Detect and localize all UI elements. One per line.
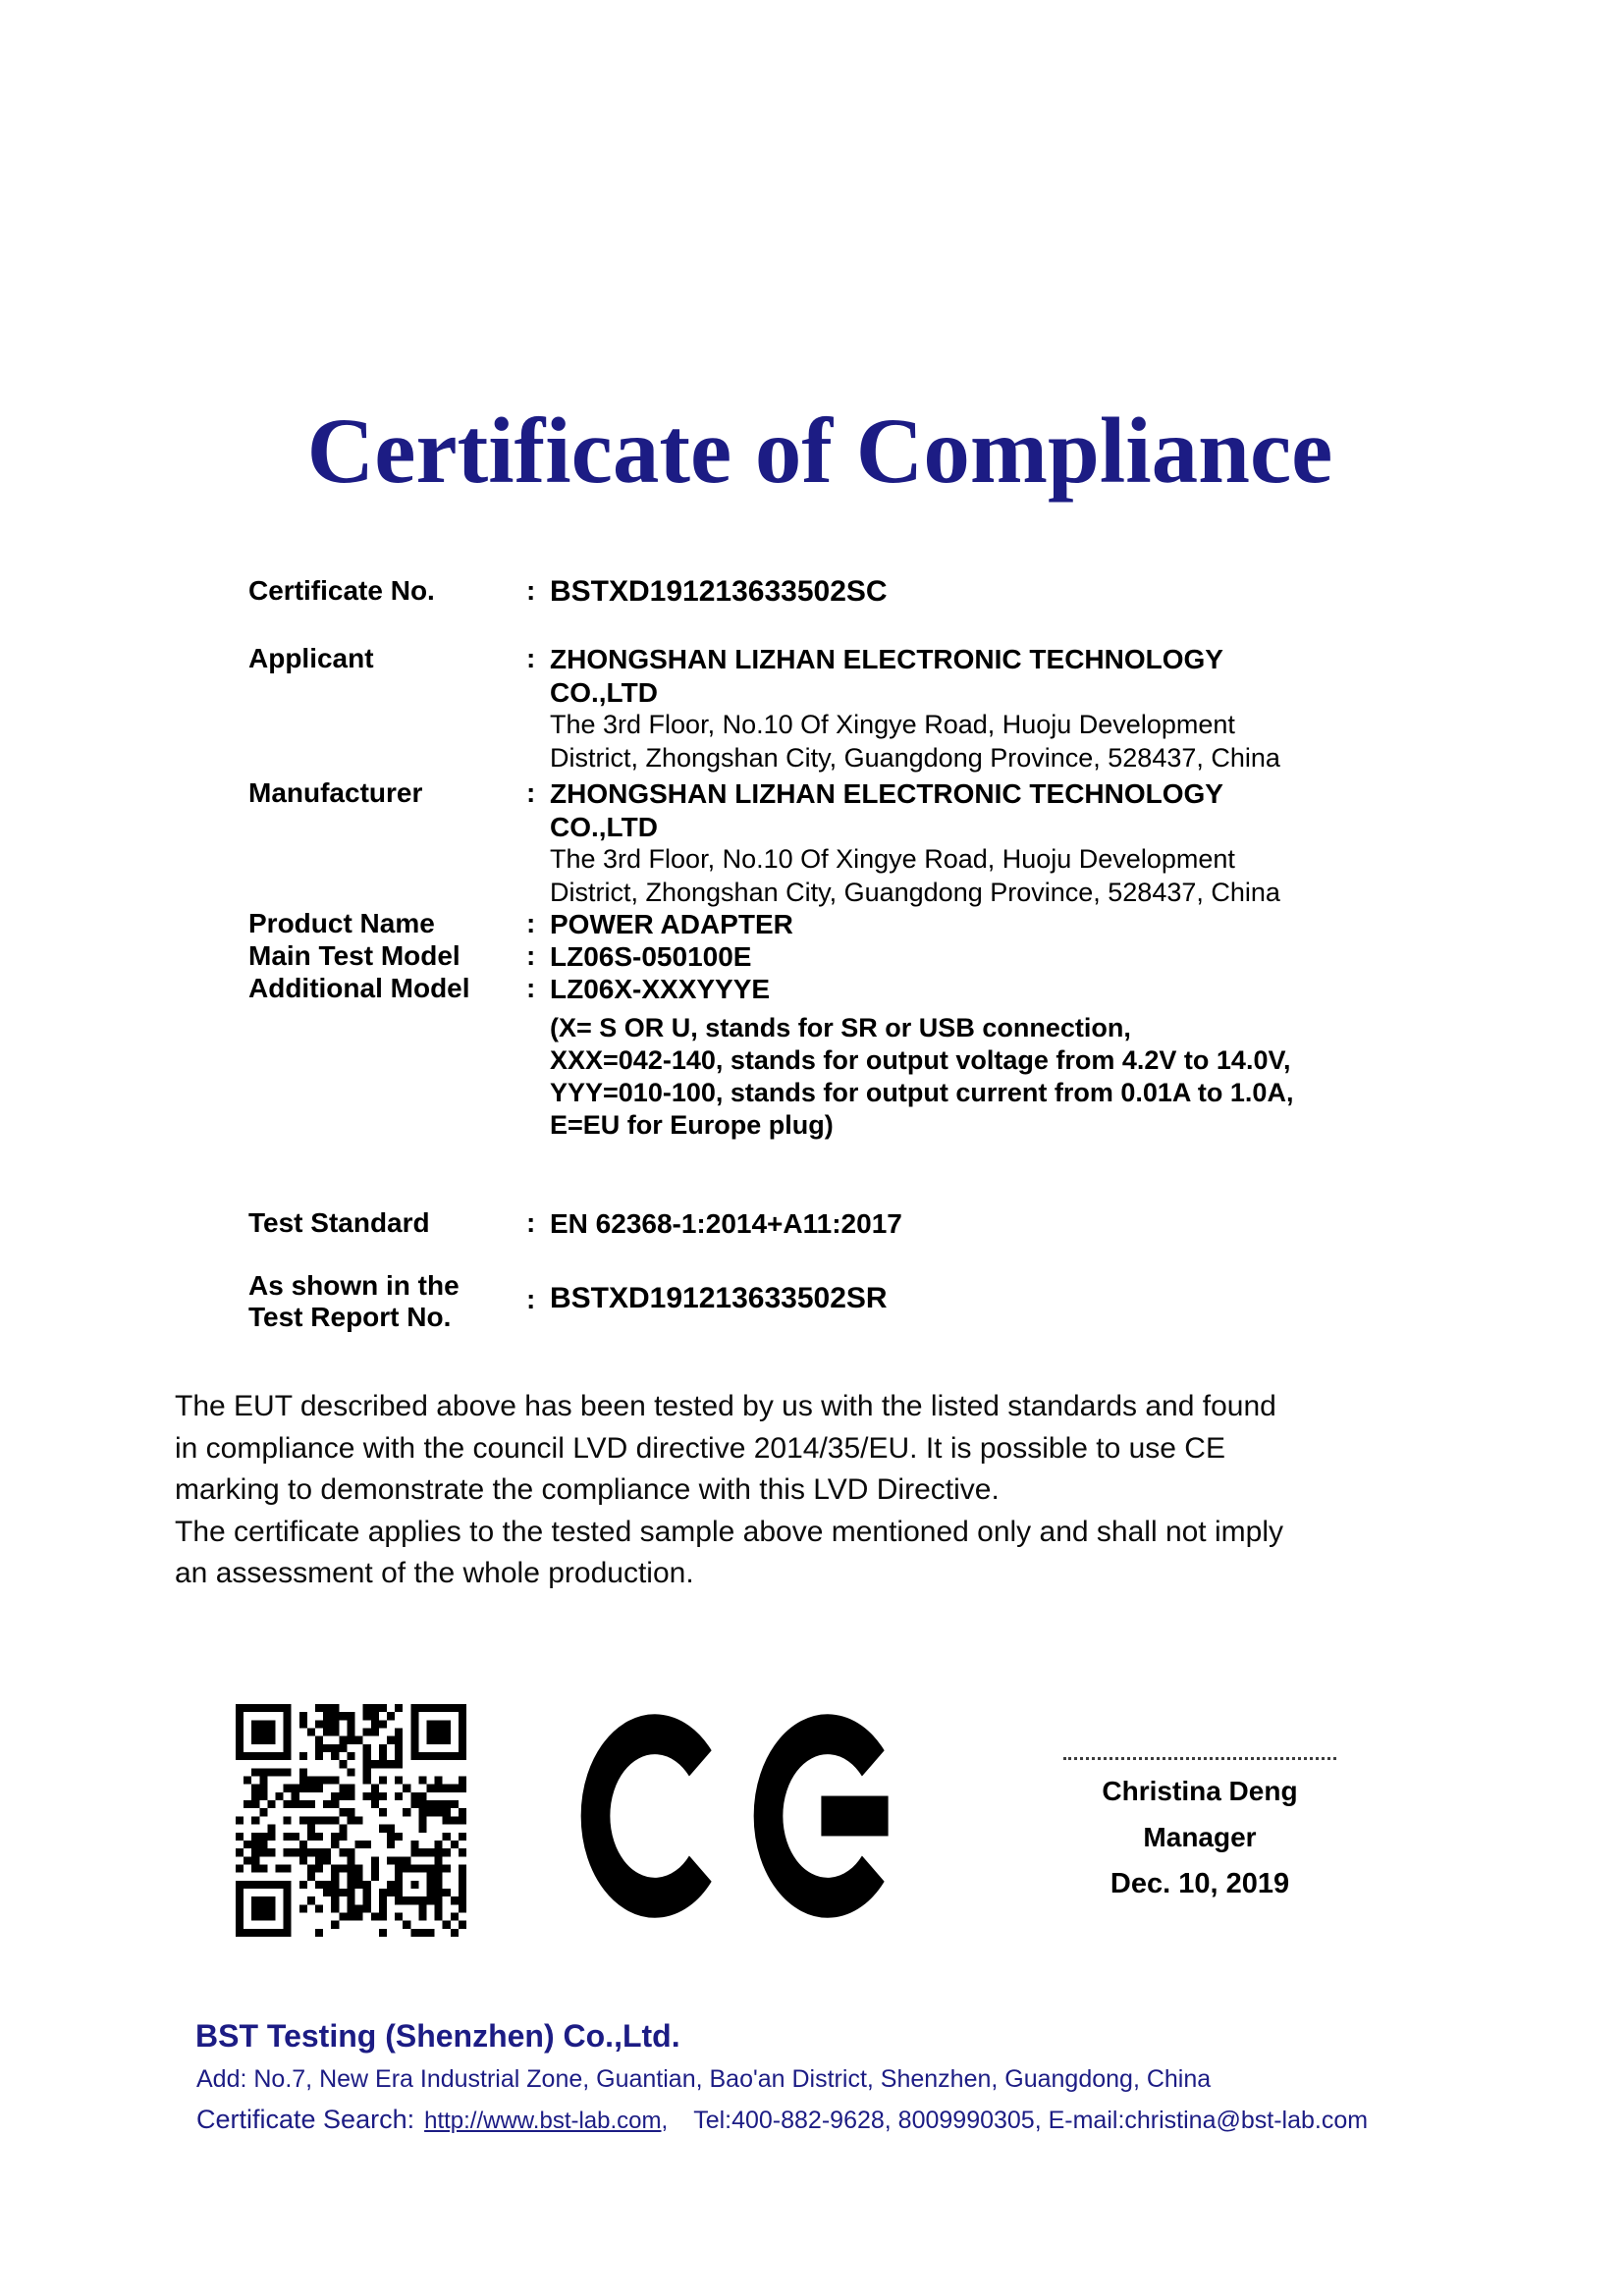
colon: :	[526, 643, 536, 673]
colon: :	[526, 940, 536, 971]
additional-model-note-line1: (X= S OR U, stands for SR or USB connection,	[550, 1012, 1131, 1042]
additional-model-note-line3: YYY=010-100, stands for output current from 0.01A to 1.0A,	[550, 1077, 1294, 1107]
ce-letter-e-bar	[821, 1796, 888, 1837]
manufacturer-name-line2: CO.,LTD	[550, 811, 658, 842]
applicant-address-line2: District, Zhongshan City, Guangdong Province, 528437, China	[550, 742, 1280, 773]
applicant-name-line2: CO.,LTD	[550, 676, 658, 708]
additional-model-label: Additional Model	[248, 973, 470, 1003]
additional-model-note-line2: XXX=042-140, stands for output voltage from 4.2V to 14.0V,	[550, 1044, 1291, 1075]
compliance-statement	[175, 1386, 1283, 1595]
signature-date: Dec. 10, 2019	[1110, 1868, 1290, 1899]
ce-mark-icon	[579, 1712, 903, 1920]
main-test-model-value: LZ06S-050100E	[550, 941, 752, 972]
manufacturer-label: Manufacturer	[248, 777, 423, 808]
certificate-search-label: Certificate Search:	[196, 2105, 415, 2134]
qr-code	[236, 1704, 466, 1937]
certificate-no-value: BSTXD191213633502SC	[550, 575, 888, 608]
statement-line: The EUT described above has been tested by us with the listed standards and found	[175, 1390, 1276, 1422]
additional-model-value	[550, 973, 1293, 1142]
colon: :	[526, 575, 536, 606]
signatory-title: Manager	[1143, 1822, 1257, 1852]
product-name-value: POWER ADAPTER	[550, 909, 793, 939]
colon: :	[526, 908, 536, 938]
ce-letter-c	[596, 1735, 701, 1898]
test-report-label-line2: Test Report No.	[248, 1302, 452, 1332]
certificate-search-link[interactable]: http://www.bst-lab.com	[424, 2108, 662, 2134]
colon: :	[526, 973, 536, 1003]
manufacturer-address-line2: District, Zhongshan City, Guangdong Province, 528437, China	[550, 877, 1280, 907]
test-standard-label: Test Standard	[248, 1207, 430, 1238]
product-name-label: Product Name	[248, 908, 435, 938]
applicant-name-line1: ZHONGSHAN LIZHAN ELECTRONIC TECHNOLOGY	[550, 644, 1223, 674]
test-report-value: BSTXD191213633502SR	[550, 1282, 888, 1314]
signature-dotted-line	[1063, 1757, 1336, 1760]
test-standard-value: EN 62368-1:2014+A11:2017	[550, 1208, 902, 1239]
statement-line: marking to demonstrate the compliance with this LVD Directive.	[175, 1473, 1000, 1506]
main-test-model-label: Main Test Model	[248, 940, 460, 971]
statement-line: The certificate applies to the tested sample above mentioned only and shall not imply	[175, 1515, 1283, 1548]
certificate-no-label: Certificate No.	[248, 575, 435, 606]
applicant-value	[550, 643, 1280, 774]
applicant-address-line1: The 3rd Floor, No.10 Of Xingye Road, Huoju Development	[550, 710, 1235, 739]
additional-model-code: LZ06X-XXXYYYE	[550, 974, 771, 1004]
colon: :	[526, 777, 536, 808]
statement-line: an assessment of the whole production.	[175, 1557, 694, 1589]
manufacturer-value	[550, 777, 1280, 909]
certificate-search-line	[196, 2105, 1368, 2135]
signature-block	[1063, 1757, 1336, 1898]
search-separator: ,	[661, 2108, 669, 2134]
test-report-label-line1: As shown in the	[248, 1270, 460, 1301]
additional-model-note-line4: E=EU for Europe plug)	[550, 1109, 834, 1140]
signatory-name: Christina Deng	[1102, 1776, 1298, 1806]
colon: :	[526, 1284, 536, 1314]
additional-model-notes	[550, 1012, 1293, 1142]
page-title: Certificate of Compliance	[306, 399, 1333, 503]
issuer-address: Add: No.7, New Era Industrial Zone, Guantian, Bao'an District, Shenzhen, Guangdong, China	[196, 2065, 1212, 2093]
manufacturer-name-line1: ZHONGSHAN LIZHAN ELECTRONIC TECHNOLOGY	[550, 778, 1223, 809]
footer-contact: Tel:400-882-9628, 8009990305, E-mail:christina@bst-lab.com	[693, 2107, 1369, 2134]
colon: :	[526, 1207, 536, 1238]
manufacturer-address-line1: The 3rd Floor, No.10 Of Xingye Road, Huoju Development	[550, 844, 1235, 874]
statement-line: in compliance with the council LVD directive 2014/35/EU. It is possible to use CE	[175, 1431, 1225, 1465]
applicant-label: Applicant	[248, 643, 374, 673]
issuer-company-name: BST Testing (Shenzhen) Co.,Ltd.	[195, 2018, 680, 2054]
test-report-label	[248, 1270, 460, 1333]
